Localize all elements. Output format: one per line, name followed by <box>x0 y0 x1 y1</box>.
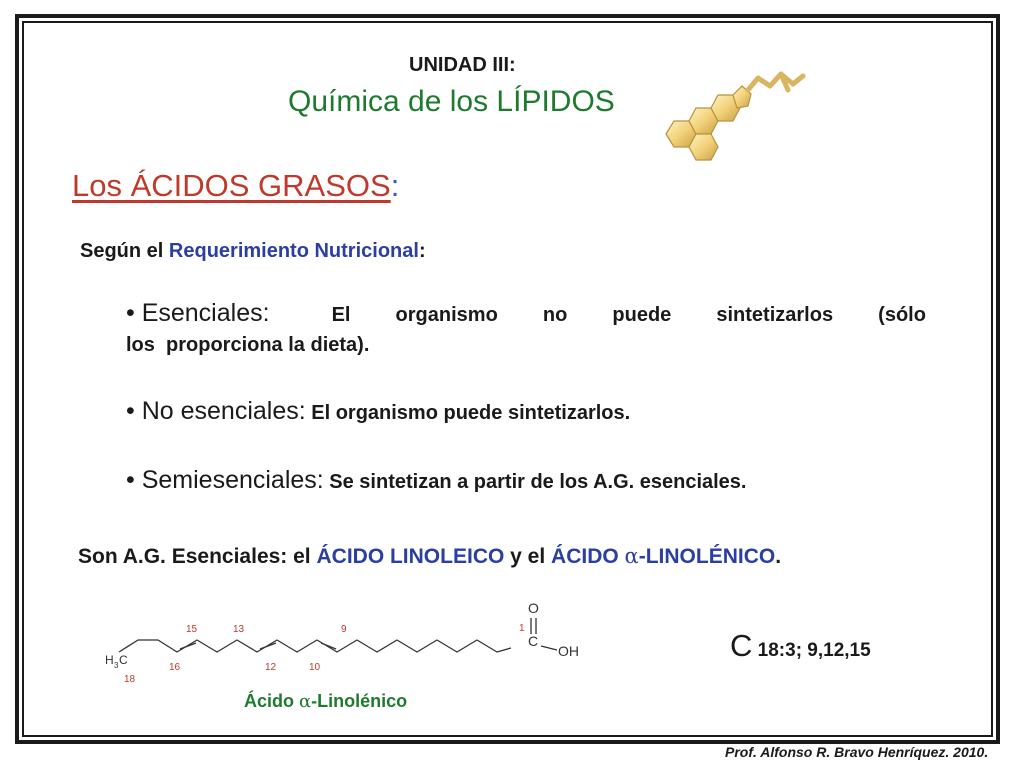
carbon-chain <box>119 640 511 652</box>
bullet-term-essentials: Esenciales: <box>141 299 270 327</box>
bullet-word: sintetizarlos <box>716 304 834 326</box>
bullet-word: El <box>331 304 351 326</box>
h3c-sub: 3 <box>114 661 119 670</box>
carbon-number-15: 15 <box>186 624 198 635</box>
steroid-molecule-icon <box>660 70 810 162</box>
carbon-number-10: 10 <box>309 662 321 673</box>
formula-c: C <box>730 628 753 663</box>
carbon-numbers <box>124 623 525 685</box>
bullet-semi-essentials <box>126 465 926 497</box>
subtitle-highlight: Requerimiento Nutricional <box>168 240 419 262</box>
bullet-word: puede <box>612 304 672 326</box>
subtitle-prefix: Según el <box>80 240 169 262</box>
bullet-term-non-essentials: No esenciales: <box>141 397 306 425</box>
bullet-marker: • <box>126 466 142 494</box>
subtitle <box>80 240 426 263</box>
bullet-marker: • <box>126 397 142 425</box>
bullet-word: no <box>542 304 568 326</box>
bullet-word: (sólo <box>878 304 926 326</box>
caption-suffix: -Linolénico <box>311 691 408 711</box>
carbon-number-16: 16 <box>169 662 181 673</box>
bullet-essentials-line1 <box>126 298 926 330</box>
bullet-essentials-line2: los proporciona la dieta). <box>126 334 370 356</box>
carboxyl-c: C <box>528 633 539 649</box>
section-title-colon: : <box>390 168 400 203</box>
steroid-ring-c <box>689 134 718 160</box>
fatty-acid-formula <box>730 628 871 664</box>
h3c-c: C <box>119 653 128 667</box>
carbonyl-o: O <box>528 600 539 616</box>
bullet-marker: • <box>126 299 142 327</box>
unit-label: UNIDAD III: <box>409 54 516 76</box>
caption-alpha: α <box>299 691 312 712</box>
essentials-prefix: Son A.G. Esenciales: el <box>78 545 317 568</box>
alpha-symbol: α <box>624 544 639 568</box>
essentials-acid-linolenico-b: -LINOLÉNICO <box>638 545 776 568</box>
essentials-connector: y el <box>504 545 552 568</box>
double-bond-12 <box>260 643 276 649</box>
bullet-text-non-essentials: El organismo puede sintetizarlos. <box>305 402 631 424</box>
atom-labels <box>105 600 579 670</box>
essentials-line <box>78 544 781 569</box>
hydroxyl-oh: OH <box>558 643 579 659</box>
double-bond-15 <box>180 643 196 649</box>
structure-caption <box>244 691 407 712</box>
essentials-period: . <box>775 545 782 568</box>
carbon-number-12: 12 <box>265 662 277 673</box>
carbon-number-18: 18 <box>124 674 136 685</box>
double-bond-9 <box>321 643 336 649</box>
h3c-h: H <box>105 653 114 667</box>
bullet-essentials <box>126 298 926 360</box>
section-title <box>72 168 399 204</box>
essentials-acid-linolenico-a: ÁCIDO <box>551 545 625 568</box>
carbon-number-13: 13 <box>233 624 245 635</box>
caption-prefix: Ácido <box>244 691 300 711</box>
bullet-non-essentials <box>126 396 926 428</box>
carbon-number-9: 9 <box>341 624 347 635</box>
subtitle-suffix: : <box>418 240 426 262</box>
unit-title: Química de los LÍPIDOS <box>288 85 615 118</box>
hydroxyl-bond <box>541 646 557 650</box>
carbon-number-1: 1 <box>519 623 525 634</box>
steroid-side-chain <box>748 74 803 90</box>
bullet-word: organismo <box>395 304 498 326</box>
essentials-acid-linoleico: ÁCIDO LINOLEICO <box>316 545 505 568</box>
bullet-text-semi-essentials: Se sintetizan a partir de los A.G. esenciales. <box>323 471 747 493</box>
formula-rest: 18:3; 9,12,15 <box>752 640 871 661</box>
bullet-term-semi-essentials: Semiesenciales: <box>141 466 324 494</box>
section-title-text: Los ÁCIDOS GRASOS <box>72 168 391 203</box>
linolenic-acid-structure <box>95 598 595 690</box>
footer-credit: Prof. Alfonso R. Bravo Henríquez. 2010. <box>725 744 989 760</box>
